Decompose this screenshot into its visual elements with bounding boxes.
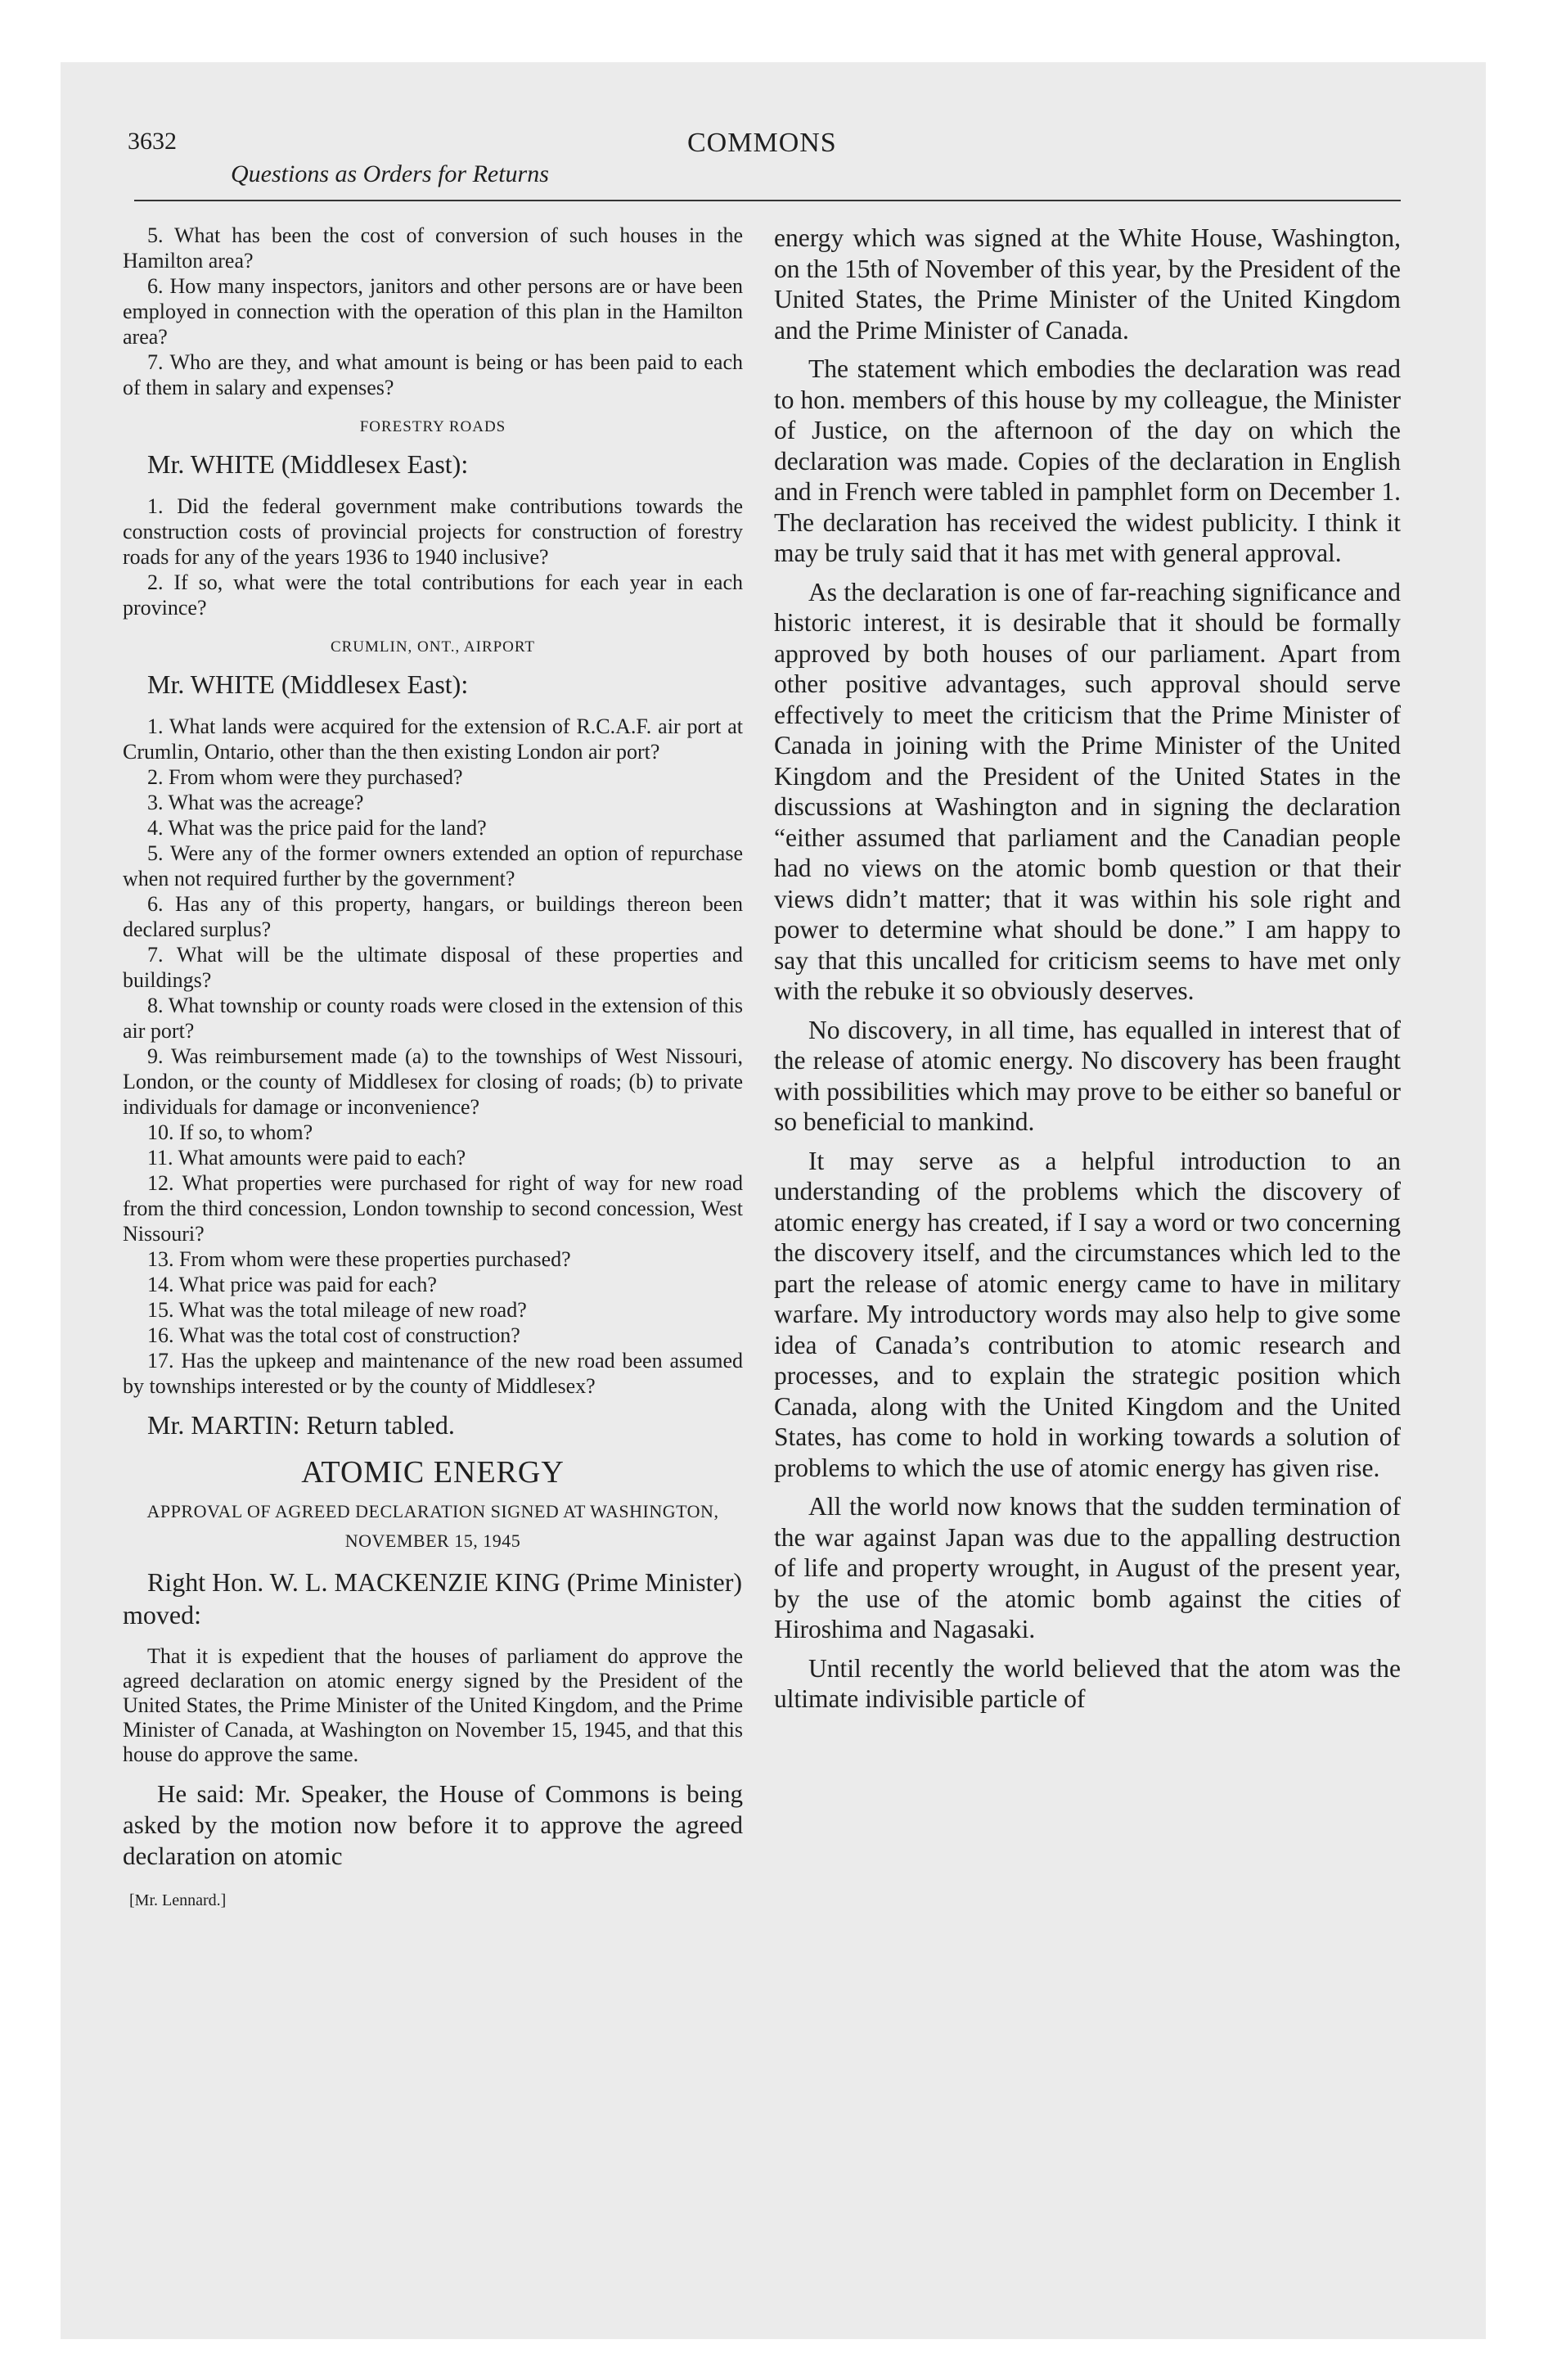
- question-paragraph: 3. What was the acreage?: [147, 791, 364, 814]
- document-page: [123, 121, 1401, 2265]
- body-paragraph: It may serve as a helpful introduction to an understanding of the problems which the discovery of atomic energy has created, if I say a word or two concerning the discovery itself, and the circumstances which led to the part the release of atomic energy came to have in military warfare. My introductory words may also help to give some idea of Canada’s contribution to atomic research and processes, and to explain the strategic position which Canada, along with the United Kingdom and the United States, has come to hold in working towards a solution of problems to which the use of atomic energy has given rise.: [774, 1146, 1401, 1482]
- body-paragraph: All the world now knows that the sudden termination of the war against Japan was due to the appalling destruction of life and property wrought, in August of the present year, by the use of the atomic bomb against the cities of Hiroshima and Nagasaki.: [774, 1492, 1401, 1643]
- body-paragraph: He said: Mr. Speaker, the House of Commons is being asked by the motion now before it to approve the agreed declaration on atomic: [123, 1779, 743, 1870]
- section-heading-atomic-energy: ATOMIC ENERGY: [301, 1455, 565, 1490]
- speaker-label: Mr. WHITE (Middlesex East):: [147, 669, 469, 699]
- question-paragraph: 6. Has any of this property, hangars, or buildings thereon been declared surplus?: [123, 892, 743, 941]
- question-paragraph: 2. From whom were they purchased?: [147, 765, 463, 789]
- question-paragraph: 7. Who are they, and what amount is being or has been paid to each of them in salary and expenses?: [123, 350, 743, 399]
- question-paragraph: 1. What lands were acquired for the extension of R.C.A.F. air port at Crumlin, Ontario, other than the then existing London air port?: [123, 714, 743, 764]
- running-subtitle: Questions as Orders for Returns: [231, 160, 549, 187]
- question-paragraph: 10. If so, to whom?: [147, 1120, 313, 1144]
- footer-note: [Mr. Lennard.]: [129, 1891, 227, 1909]
- return-tabled-line: Mr. MARTIN: Return tabled.: [147, 1410, 455, 1440]
- question-paragraph: 17. Has the upkeep and maintenance of the new road been assumed by townships interested or by the county of Middlesex?: [123, 1349, 743, 1398]
- question-paragraph: 5. Were any of the former owners extended an option of repurchase when not required further by the government?: [123, 841, 743, 890]
- page-header: [123, 121, 1401, 206]
- speaker-label: Mr. WHITE (Middlesex East):: [147, 449, 469, 479]
- question-paragraph: 16. What was the total cost of construction?: [147, 1323, 520, 1347]
- page-number: 3632: [128, 128, 177, 155]
- question-paragraph: 12. What properties were purchased for right of way for new road from the third concession, London township to second concession, West Nissouri?: [123, 1171, 743, 1246]
- question-paragraph: 7. What will be the ultimate disposal of these properties and buildings?: [123, 943, 743, 992]
- question-paragraph: 14. What price was paid for each?: [147, 1273, 437, 1296]
- motion-text: That it is expedient that the houses of parliament do approve the agreed declaration on atomic energy signed by the President of the United States, the Prime Minister of the United Kingdom, and the Prime Minister of Canada, at Washington on November 15, 1945, and that this house do approve the same.: [123, 1644, 743, 1766]
- section-heading-forestry: FORESTRY ROADS: [359, 418, 506, 435]
- section-subheading: APPROVAL OF AGREED DECLARATION SIGNED AT WASHINGTON, NOVEMBER 15, 1945: [146, 1501, 719, 1551]
- question-paragraph: 4. What was the price paid for the land?: [147, 816, 487, 840]
- body-paragraph: No discovery, in all time, has equalled in interest that of the release of atomic energy. No discovery has been fraught with possibilities which may prove to be either so baneful or so beneficial to mankind.: [774, 1015, 1401, 1136]
- left-column: [123, 223, 743, 1910]
- question-paragraph: 11. What amounts were paid to each?: [147, 1146, 466, 1170]
- header-rule: [134, 200, 1401, 201]
- question-paragraph: 9. Was reimbursement made (a) to the townships of West Nissouri, London, or the county of Middlesex for closing of roads; (b) to private individuals for damage or inconvenience?: [123, 1044, 743, 1119]
- question-paragraph: 1. Did the federal government make contributions towards the construction costs of provincial projects for construction of forestry roads for any of the years 1936 to 1940 inclusive?: [123, 494, 743, 569]
- body-paragraph: Until recently the world believed that the atom was the ultimate indivisible particle of: [774, 1653, 1401, 1713]
- right-column: [774, 223, 1401, 1723]
- question-paragraph: 6. How many inspectors, janitors and other persons are or have been employed in connection with the operation of this plan in the Hamilton area?: [123, 274, 743, 349]
- question-paragraph: 15. What was the total mileage of new road?: [147, 1298, 527, 1322]
- question-paragraph: 2. If so, what were the total contributions for each year in each province?: [123, 570, 743, 620]
- body-paragraph: The statement which embodies the declaration was read to hon. members of this house by my colleague, the Minister of Justice, on the afternoon of the day on which the declaration was made. Copies of the declaration in English and in French were tabled in pamphlet form on December 1. The declaration has received the widest publicity. I think it may be truly said that it has met with general approval.: [774, 354, 1401, 567]
- question-paragraph: 8. What township or county roads were closed in the extension of this air port?: [123, 994, 743, 1043]
- question-paragraph: 5. What has been the cost of conversion of such houses in the Hamilton area?: [123, 223, 743, 273]
- body-paragraph: energy which was signed at the White House, Washington, on the 15th of November of this year, by the President of the United States, the Prime Minister of the United Kingdom and the Prime Minister of Canada.: [774, 223, 1401, 345]
- speaker-label: Right Hon. W. L. MACKENZIE KING (Prime Minister) moved:: [123, 1567, 743, 1629]
- section-heading-crumlin: CRUMLIN, ONT., AIRPORT: [330, 638, 536, 656]
- question-paragraph: 13. From whom were these properties purchased?: [147, 1247, 571, 1271]
- body-paragraph: As the declaration is one of far-reaching significance and historic interest, it is desirable that it should be formally approved by both houses of our parliament. Apart from other positive advantages, such approval should serve effectively to meet the criticism that the Prime Minister of Canada in joining with the Prime Minister of the United Kingdom and the President of the United States in the discussions at Washington and in signing the declaration “either assumed that parliament and the Canadian people had no views on the atomic bomb question or that their views didn’t matter; that it was within his sole right and power to determine what should be done.” I am happy to say that this uncalled for criticism seems to have met only with the rebuke it so obviously deserves.: [774, 577, 1401, 1005]
- chamber-title: COMMONS: [687, 128, 837, 158]
